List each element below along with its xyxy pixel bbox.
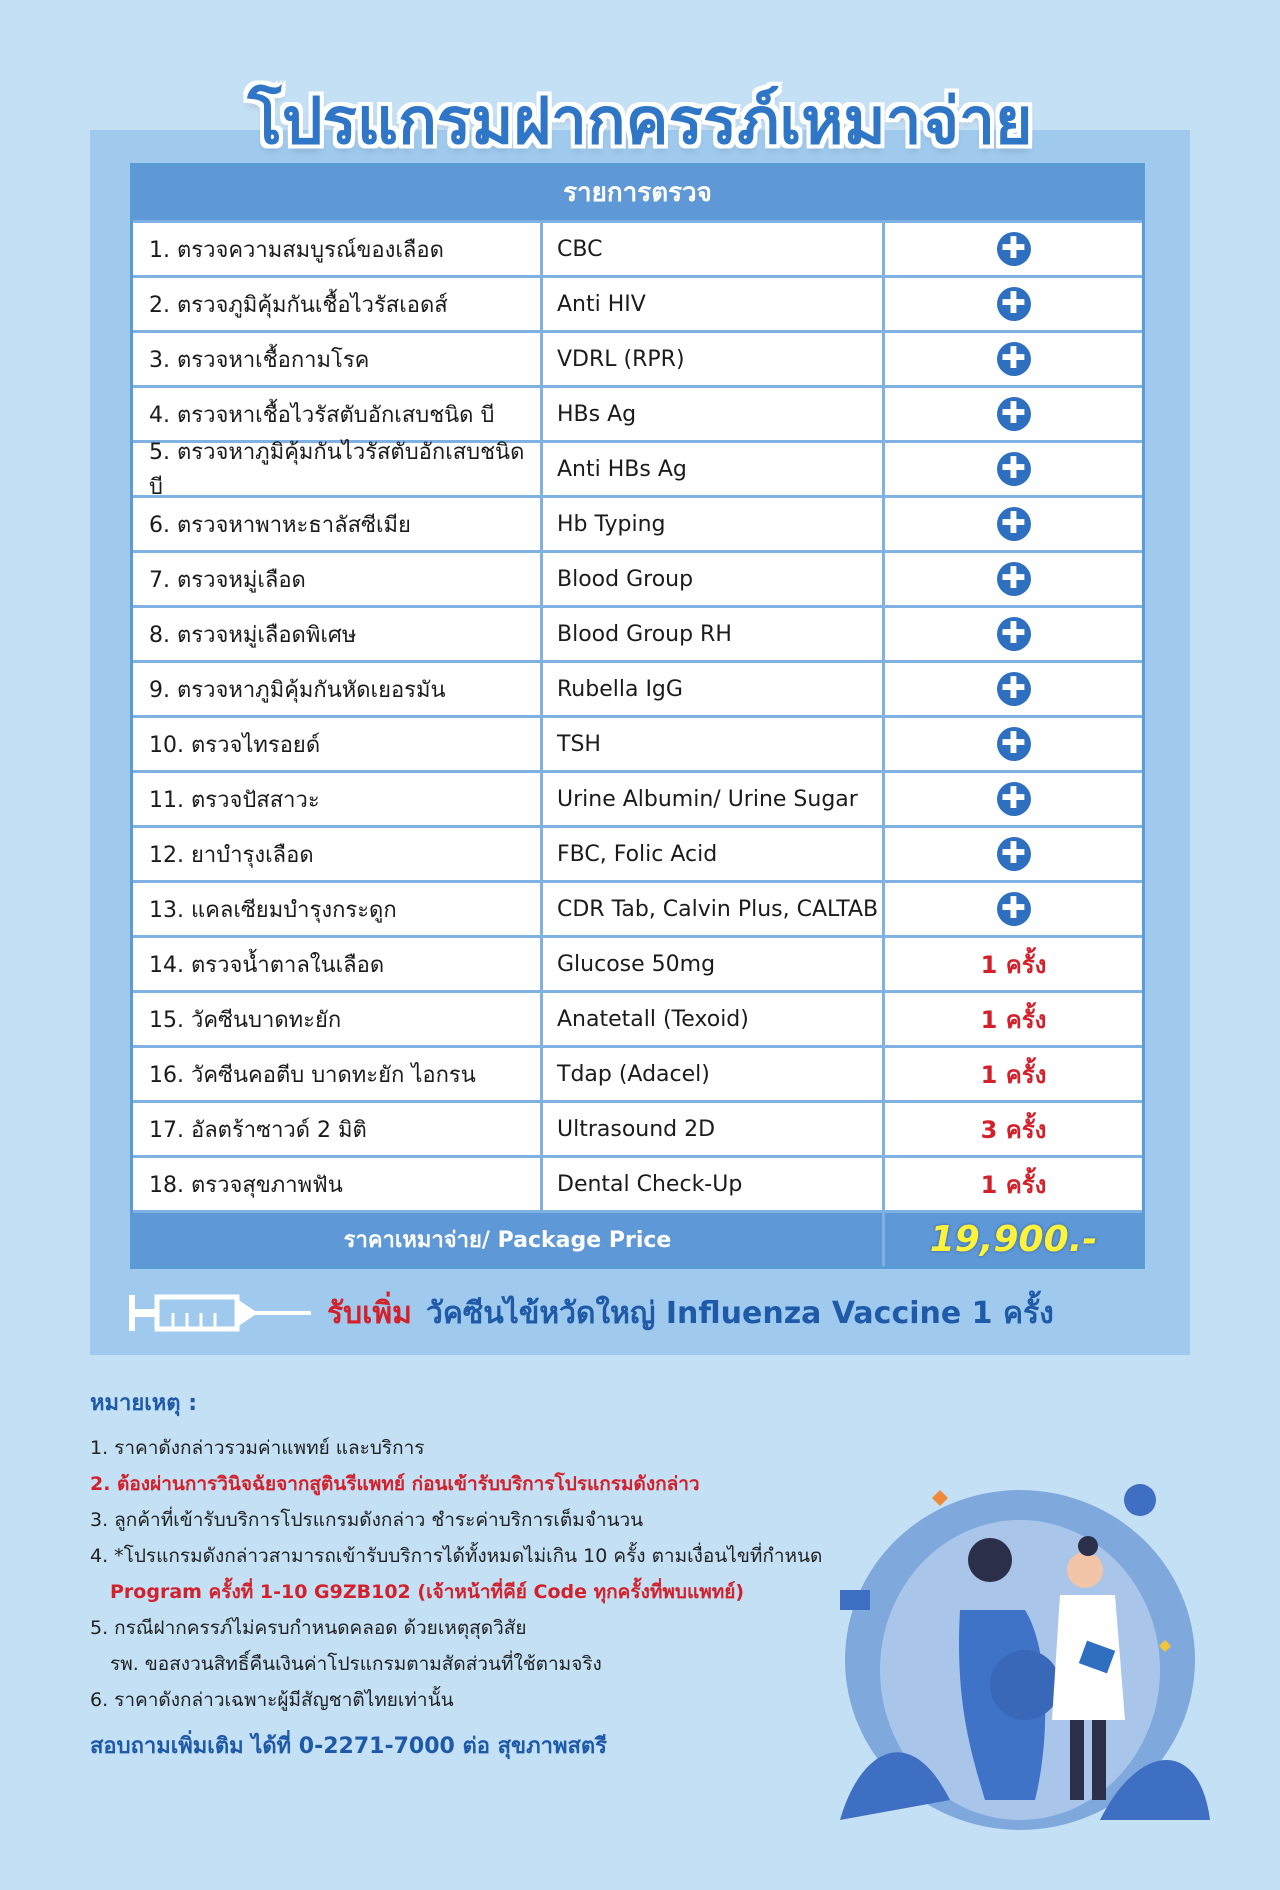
plus-circle-icon: ✚ — [997, 617, 1031, 651]
exam-name: 9. ตรวจหาภูมิคุ้มกันหัดเยอรมัน — [133, 663, 543, 715]
note-item: 1. ราคาดังกล่าวรวมค่าแพทย์ และบริการ — [90, 1437, 425, 1459]
exam-code: VDRL (RPR) — [543, 333, 885, 385]
note-item: 6. ราคาดังกล่าวเฉพาะผู้มีสัญชาติไทยเท่านั้น — [90, 1689, 454, 1711]
pregnancy-doctor-illustration — [820, 1420, 1220, 1830]
exam-code: Tdap (Adacel) — [543, 1048, 885, 1100]
exam-included — [885, 1158, 1142, 1210]
exam-times: 1 ครั้ง — [980, 950, 1047, 979]
exam-included — [885, 883, 1142, 935]
plus-circle-icon: ✚ — [997, 892, 1031, 926]
plus-circle-icon: ✚ — [997, 507, 1031, 541]
exam-name: 11. ตรวจปัสสาวะ — [133, 773, 543, 825]
table-row — [133, 385, 1142, 440]
exam-code: TSH — [543, 718, 885, 770]
note-item: 5. กรณีฝากครรภ์ไม่ครบกำหนดคลอด ด้วยเหตุสุดวิสัย — [90, 1617, 527, 1639]
exam-name: 14. ตรวจน้ำตาลในเลือด — [133, 938, 543, 990]
exam-code: CDR Tab, Calvin Plus, CALTAB — [543, 883, 885, 935]
table-row — [133, 825, 1142, 880]
exam-included — [885, 938, 1142, 990]
notes-list — [90, 1430, 850, 1718]
exam-code: CBC — [543, 223, 885, 275]
table-row — [133, 770, 1142, 825]
contact-info: สอบถามเพิ่มเติม ได้ที่ 0-2271-7000 ต่อ สุขภาพสตรี — [90, 1734, 607, 1759]
note-item: 3. ลูกค้าที่เข้ารับบริการโปรแกรมดังกล่าว ชำระค่าบริการเต็มจำนวน — [90, 1509, 644, 1531]
plus-circle-icon: ✚ — [997, 782, 1031, 816]
exam-included — [885, 663, 1142, 715]
plus-circle-icon: ✚ — [997, 287, 1031, 321]
exam-name: 15. วัคซีนบาดทะยัก — [133, 993, 543, 1045]
bonus-label: รับเพิ่ม — [327, 1295, 412, 1331]
exam-included — [885, 278, 1142, 330]
exam-included — [885, 553, 1142, 605]
exam-name: 13. แคลเซียมบำรุงกระดูก — [133, 883, 543, 935]
exam-name: 16. วัคซีนคอตีบ บาดทะยัก ไอกรน — [133, 1048, 543, 1100]
table-row — [133, 275, 1142, 330]
plus-circle-icon: ✚ — [997, 232, 1031, 266]
exam-included — [885, 773, 1142, 825]
table-row — [133, 715, 1142, 770]
exam-name: 6. ตรวจหาพาหะธาลัสซีเมีย — [133, 498, 543, 550]
plus-circle-icon: ✚ — [997, 562, 1031, 596]
note-item: Program ครั้งที่ 1-10 G9ZB102 (เจ้าหน้าที่คีย์ Code ทุกครั้งที่พบแพทย์) — [110, 1581, 745, 1603]
notes-title: หมายเหตุ : — [90, 1391, 198, 1416]
exam-table — [130, 163, 1145, 1269]
exam-included — [885, 828, 1142, 880]
exam-code: HBs Ag — [543, 388, 885, 440]
exam-name: 2. ตรวจภูมิคุ้มกันเชื้อไวรัสเอดส์ — [133, 278, 543, 330]
plus-circle-icon: ✚ — [997, 672, 1031, 706]
price-value: 19,900.- — [929, 1219, 1098, 1260]
exam-included — [885, 1103, 1142, 1155]
price-label: ราคาเหมาจ่าย/ Package Price — [133, 1213, 885, 1266]
table-row — [133, 330, 1142, 385]
table-row — [133, 880, 1142, 935]
table-row — [133, 1100, 1142, 1155]
table-row — [133, 990, 1142, 1045]
exam-code: Urine Albumin/ Urine Sugar — [543, 773, 885, 825]
table-row — [133, 605, 1142, 660]
table-row — [133, 1155, 1142, 1210]
exam-included — [885, 608, 1142, 660]
exam-name: 8. ตรวจหมู่เลือดพิเศษ — [133, 608, 543, 660]
note-item: 2. ต้องผ่านการวินิจฉัยจากสูตินรีแพทย์ ก่อนเข้ารับบริการโปรแกรมดังกล่าว — [90, 1473, 700, 1495]
exam-included — [885, 993, 1142, 1045]
note-item: รพ. ขอสงวนสิทธิ์คืนเงินค่าโปรแกรมตามสัดส่วนที่ใช้ตามจริง — [110, 1653, 602, 1675]
exam-included — [885, 223, 1142, 275]
exam-included — [885, 498, 1142, 550]
exam-name: 3. ตรวจหาเชื้อกามโรค — [133, 333, 543, 385]
exam-code: Anti HBs Ag — [543, 443, 885, 495]
table-header: รายการตรวจ — [133, 166, 1142, 220]
exam-code: Hb Typing — [543, 498, 885, 550]
exam-code: Anatetall (Texoid) — [543, 993, 885, 1045]
exam-code: Dental Check-Up — [543, 1158, 885, 1210]
page-title: โปรแกรมฝากครรภ์เหมาจ่าย — [247, 85, 1033, 159]
exam-times: 1 ครั้ง — [980, 1170, 1047, 1199]
exam-name: 18. ตรวจสุขภาพฟัน — [133, 1158, 543, 1210]
plus-circle-icon: ✚ — [997, 397, 1031, 431]
exam-name: 5. ตรวจหาภูมิคุ้มกันไวรัสตับอักเสบชนิด บี — [133, 443, 543, 495]
price-row — [133, 1210, 1142, 1266]
exam-name: 12. ยาบำรุงเลือด — [133, 828, 543, 880]
table-body — [133, 220, 1142, 1210]
exam-included — [885, 718, 1142, 770]
exam-times: 1 ครั้ง — [980, 1060, 1047, 1089]
plus-circle-icon: ✚ — [997, 452, 1031, 486]
exam-code: Anti HIV — [543, 278, 885, 330]
note-item: 4. *โปรแกรมดังกล่าวสามารถเข้ารับบริการได้ทั้งหมดไม่เกิน 10 ครั้ง ตามเงื่อนไขที่กำหนด — [90, 1545, 823, 1567]
exam-code: Blood Group — [543, 553, 885, 605]
exam-name: 7. ตรวจหมู่เลือด — [133, 553, 543, 605]
exam-code: Blood Group RH — [543, 608, 885, 660]
table-row — [133, 935, 1142, 990]
table-row — [133, 550, 1142, 605]
exam-code: FBC, Folic Acid — [543, 828, 885, 880]
exam-times: 3 ครั้ง — [980, 1115, 1047, 1144]
table-row — [133, 660, 1142, 715]
exam-code: Glucose 50mg — [543, 938, 885, 990]
exam-code: Ultrasound 2D — [543, 1103, 885, 1155]
exam-included — [885, 388, 1142, 440]
table-row — [133, 1045, 1142, 1100]
table-row — [133, 495, 1142, 550]
exam-name: 4. ตรวจหาเชื้อไวรัสตับอักเสบชนิด บี — [133, 388, 543, 440]
plus-circle-icon: ✚ — [997, 727, 1031, 761]
table-row — [133, 220, 1142, 275]
syringe-icon — [125, 1285, 315, 1341]
bonus-offer — [125, 1283, 1145, 1343]
exam-times: 1 ครั้ง — [980, 1005, 1047, 1034]
exam-name: 1. ตรวจความสมบูรณ์ของเลือด — [133, 223, 543, 275]
exam-included — [885, 443, 1142, 495]
exam-included — [885, 333, 1142, 385]
exam-name: 17. อัลตร้าซาวด์ 2 มิติ — [133, 1103, 543, 1155]
plus-circle-icon: ✚ — [997, 342, 1031, 376]
exam-included — [885, 1048, 1142, 1100]
plus-circle-icon: ✚ — [997, 837, 1031, 871]
table-row — [133, 440, 1142, 500]
bonus-description: วัคซีนไข้หวัดใหญ่ Influenza Vaccine 1 ครั้ง — [425, 1295, 1054, 1331]
exam-code: Rubella IgG — [543, 663, 885, 715]
notes-section — [90, 1385, 850, 1718]
exam-name: 10. ตรวจไทรอยด์ — [133, 718, 543, 770]
